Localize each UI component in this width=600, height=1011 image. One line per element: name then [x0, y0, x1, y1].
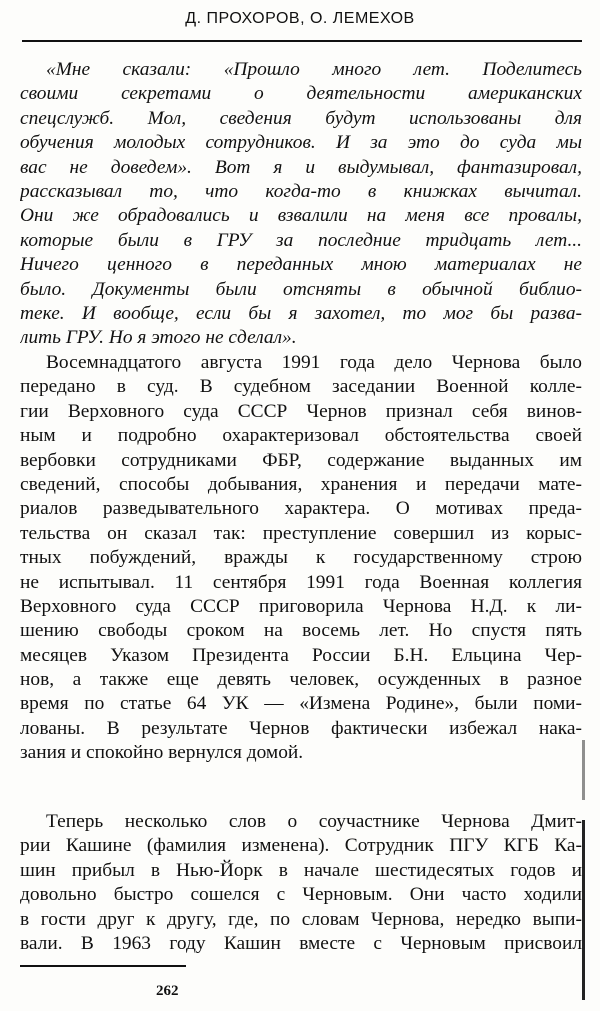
paragraph-line: рии Кашине (фамилия изменена). Сотрудник ПГУ КГБ Ка- [20, 835, 582, 857]
paragraph-line: сведений, способы добывания, хранения и передачи мате- [20, 473, 582, 495]
quote-block [20, 58, 582, 351]
scan-edge-mark [582, 820, 585, 1000]
paragraph-line: Теперь несколько слов о соучастнике Чернова Дмит- [46, 811, 582, 832]
quote-line: вас не доведем». Вот я и выдумывал, фантазировал, [20, 156, 582, 178]
quote-line: обучения молодых сотрудников. И за это до суда мы [20, 132, 582, 154]
quote-line: своими секретами о деятельности американских [20, 83, 582, 105]
paragraph-line: шин прибыл в Нью-Йорк в начале шестидесятых годов и [20, 859, 582, 881]
paragraph-line: Восемнадцатого августа 1991 года дело Чернова было [46, 352, 582, 373]
header-rule [22, 40, 582, 42]
paragraph-line: зания и спокойно вернулся домой. [20, 742, 304, 764]
paragraph-line: шению свободы сроком на восемь лет. Но спустя пять [20, 620, 582, 642]
quote-line: теке. И вообще, если бы я захотел, то мог бы развa- [20, 302, 582, 324]
quote-line: которые были в ГРУ за последние тридцать лет... [20, 229, 582, 251]
footnote-rule [20, 965, 186, 967]
paragraph-line: тных побуждений, вражды к государственному строю [20, 547, 582, 569]
paragraph-line: передано в суд. В судебном заседании Военной колле- [20, 376, 582, 398]
paragraph-trial [20, 351, 582, 766]
paragraph-line: в гости друг к другу, где, по словам Чернова, нередко выпи- [20, 908, 582, 930]
quote-line: Ничего ценного в переданных мною материалах не [20, 254, 582, 276]
quote-line: спецслужб. Мол, сведения будут использованы для [20, 107, 582, 129]
quote-line: лить ГРУ. Но я этого не сделал». [20, 327, 297, 349]
paragraph-line: риалов разведывательного характера. О мотивах преда- [20, 498, 582, 520]
scan-edge-mark [582, 740, 585, 800]
paragraph-kashin [20, 810, 582, 956]
paragraph-line: месяцев Указом Президента России Б.Н. Ельцина Чер- [20, 644, 582, 666]
paragraph-line: не испытывал. 11 сентября 1991 года Военная коллегия [20, 571, 582, 593]
page-number: 262 [156, 983, 179, 999]
running-header: Д. ПРОХОРОВ, О. ЛЕМЕХОВ [185, 10, 415, 27]
paragraph-line: вали. В 1963 году Кашин вместе с Черновым присвоил [20, 932, 582, 954]
paragraph-line: гии Верховного суда СССР Чернов признал себя винов- [20, 400, 582, 422]
paragraph-line: лованы. В результате Чернов фактически избежал нака- [20, 717, 582, 739]
quote-line: «Мне сказали: «Прошло много лет. Поделитесь [46, 59, 582, 80]
quote-line: рассказывал то, что когда-то в книжках вычитал. [20, 180, 582, 202]
paragraph-line: нов, а также еще девять человек, осужденных в разное [20, 669, 582, 691]
quote-line: было. Документы были отсняты в обычной библио- [20, 278, 582, 300]
paragraph-line: Верховного суда СССР приговорила Чернова Н.Д. к ли- [20, 595, 582, 617]
paragraph-line: довольно быстро сошелся с Черновым. Они часто ходили [20, 884, 582, 906]
paragraph-line: ным и подробно охарактеризовал обстоятельства своей [20, 425, 582, 447]
paragraph-line: тельства он сказал так: преступление совершил из корыс- [20, 522, 582, 544]
quote-line: Они же обрадовались и взвалили на меня все провалы, [20, 205, 582, 227]
paragraph-line: вербовки сотрудниками ФБР, содержание выданных им [20, 449, 582, 471]
paragraph-line: время по статье 64 УК — «Измена Родине», были поми- [20, 693, 582, 715]
